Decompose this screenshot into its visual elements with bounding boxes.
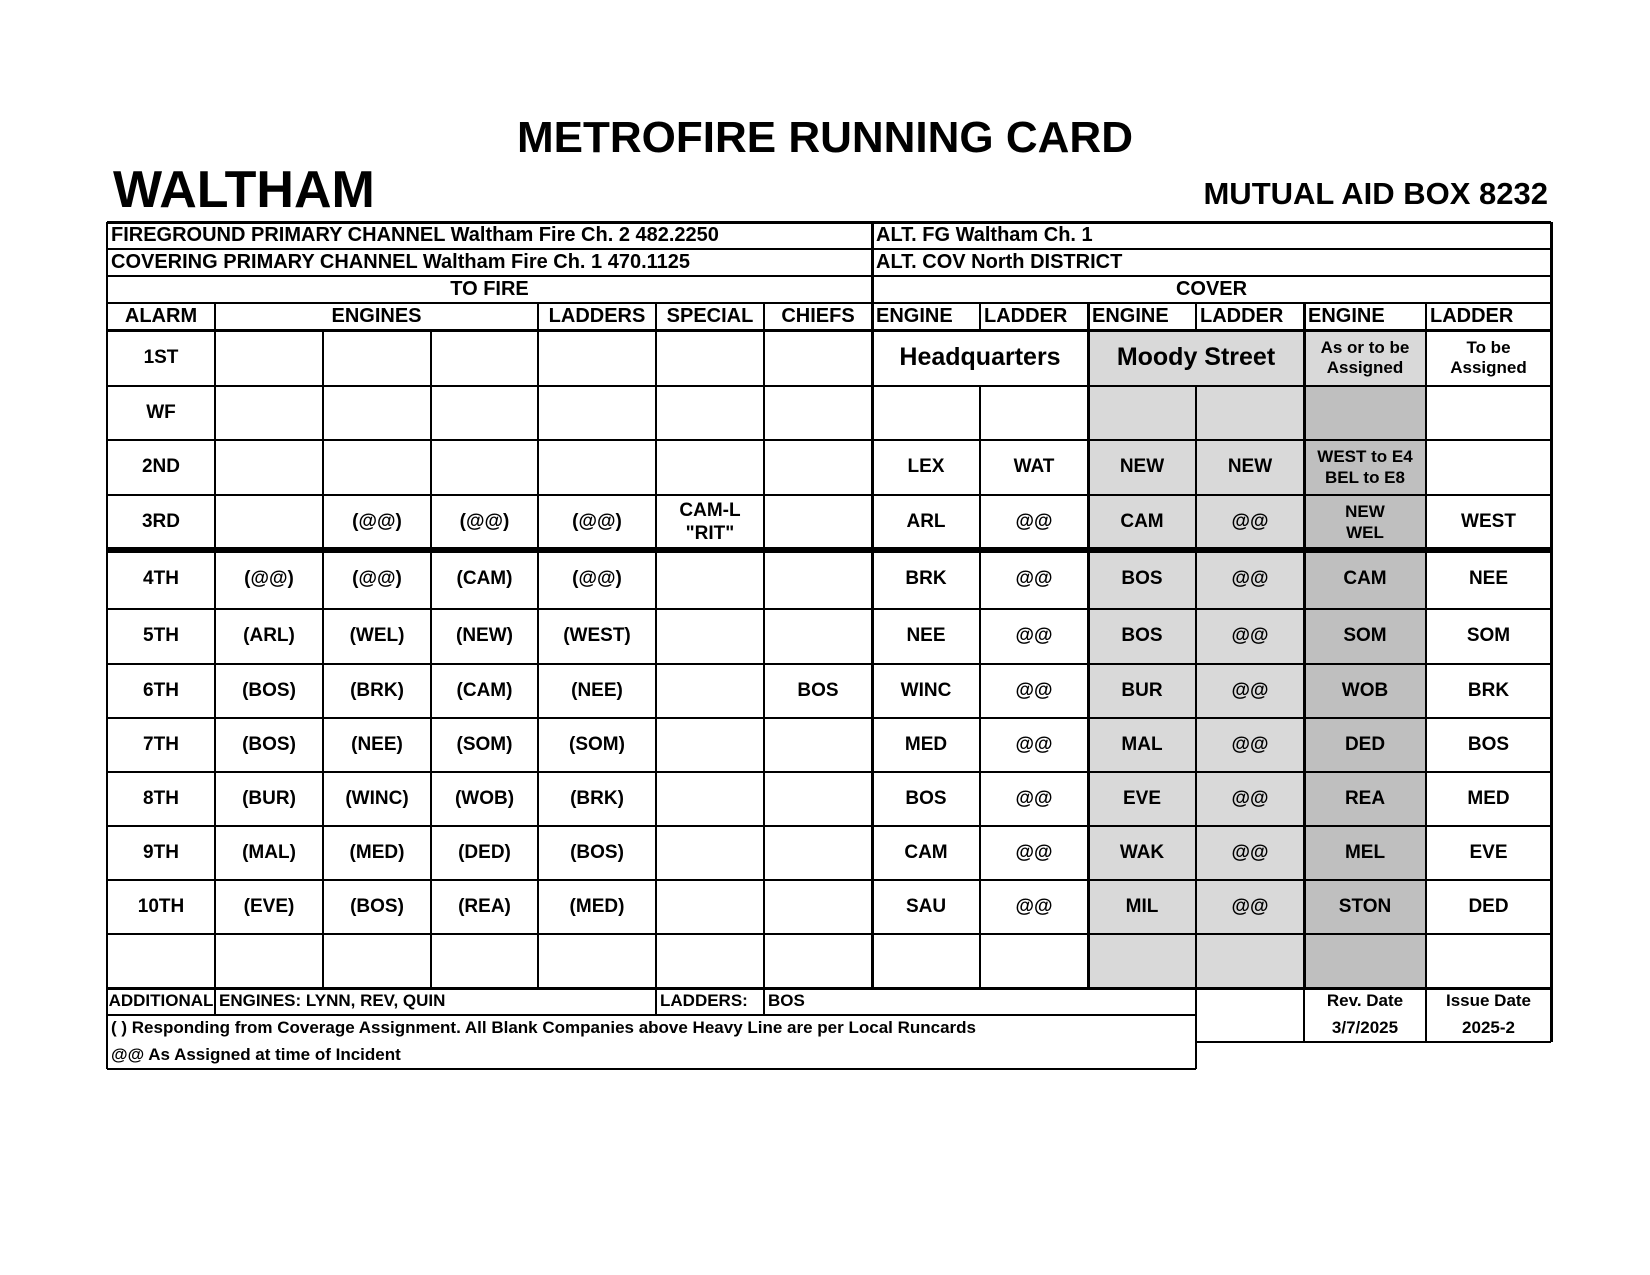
table-cell: (BOS)	[242, 679, 296, 701]
additional-ladders-label: LADDERS:	[660, 991, 748, 1011]
table-cell: CAM	[1343, 568, 1387, 590]
table-cell	[1088, 386, 1196, 440]
grid-line	[106, 222, 108, 1069]
table-cell: (WEST)	[563, 625, 631, 647]
additional-engines: ENGINES: LYNN, REV, QUIN	[219, 991, 446, 1011]
table-cell: WAK	[1119, 841, 1165, 863]
table-cell: REA	[1344, 787, 1386, 809]
to-fire-header: TO FIRE	[450, 277, 529, 300]
table-cell: @@	[1015, 679, 1053, 701]
alarm-label: 6TH	[143, 679, 179, 701]
table-cell	[215, 495, 323, 550]
table-cell: NEE	[1468, 568, 1509, 590]
table-cell: @@	[1015, 625, 1053, 647]
grid-line	[107, 221, 1551, 224]
grid-line	[107, 275, 1551, 277]
alarm-label: 9TH	[143, 841, 179, 863]
table-cell: (BUR)	[242, 787, 296, 809]
alarm-label: 1ST	[143, 346, 179, 368]
alarm-label: 2ND	[141, 456, 180, 478]
table-cell: (REA)	[458, 895, 511, 917]
alarm-label: 4TH	[143, 568, 179, 590]
grid-line	[214, 303, 216, 988]
table-cell: CAM	[1120, 511, 1164, 533]
cover-column-header: ENGINE	[876, 304, 953, 327]
table-cell	[656, 440, 764, 495]
table-cell: BOS	[1121, 625, 1163, 647]
alarm-label: 5TH	[143, 625, 179, 647]
table-cell: BRK	[1467, 679, 1510, 701]
issue-date-value: 2025-2	[1462, 1018, 1515, 1038]
additional-label: ADDITIONAL	[108, 991, 214, 1011]
grid-line	[655, 988, 657, 1015]
grid-line	[1303, 303, 1306, 988]
table-cell: @@	[1015, 511, 1053, 533]
rev-date-value: 3/7/2025	[1331, 1018, 1399, 1038]
grid-line	[107, 1068, 1196, 1070]
table-cell: (BOS)	[570, 841, 624, 863]
table-cell: @@	[1231, 568, 1269, 590]
table-cell: (@@)	[352, 511, 402, 533]
page-title: METROFIRE RUNNING CARD	[517, 113, 1133, 162]
grid-line	[655, 303, 657, 988]
table-cell: (NEW)	[456, 625, 513, 647]
note-responding-from-coverage: ( ) Responding from Coverage Assignment. All Blank Companies above Heavy Line are per Local Runcards	[111, 1018, 977, 1038]
table-cell: @@	[1015, 895, 1053, 917]
table-cell: (BOS)	[242, 733, 296, 755]
table-cell: @@	[1231, 511, 1269, 533]
table-cell	[872, 386, 980, 440]
fireground-primary-channel: FIREGROUND PRIMARY CHANNEL Waltham Fire Ch. 2 482.2250	[111, 223, 719, 246]
alarm-label: 10TH	[137, 895, 185, 917]
alarm-column-header: ALARM	[124, 304, 198, 327]
table-cell	[431, 440, 538, 495]
table-cell	[764, 550, 872, 609]
table-cell: @@	[1231, 787, 1269, 809]
table-cell: CAM	[904, 841, 948, 863]
table-cell: (WINC)	[345, 787, 409, 809]
table-cell	[656, 772, 764, 826]
table-cell: (BRK)	[350, 679, 404, 701]
table-cell	[323, 440, 431, 495]
table-cell: (WEL)	[349, 625, 405, 647]
table-cell	[764, 772, 872, 826]
table-cell	[764, 495, 872, 550]
rev-date-label: Rev. Date	[1326, 991, 1404, 1011]
table-cell: @@	[1231, 625, 1269, 647]
table-cell	[431, 386, 538, 440]
table-cell: MAL	[1121, 733, 1163, 755]
table-cell: @@	[1231, 679, 1269, 701]
table-cell	[764, 826, 872, 880]
table-cell: BOS	[797, 679, 839, 701]
table-cell	[1196, 386, 1304, 440]
table-cell	[1426, 440, 1551, 495]
table-cell: @@	[1231, 895, 1269, 917]
additional-ladders: BOS	[768, 991, 805, 1011]
mutual-aid-box-label: MUTUAL AID BOX 8232	[1203, 176, 1548, 211]
grid-line	[107, 302, 1551, 304]
table-cell: (BOS)	[350, 895, 404, 917]
table-cell: WAT	[1013, 456, 1055, 478]
table-cell	[764, 880, 872, 934]
cover-column-header: ENGINE	[1092, 304, 1169, 327]
table-cell: CAM-L "RIT"	[679, 500, 741, 544]
table-cell: WEST to E4 BEL to E8	[1317, 447, 1413, 487]
cover-column-header: LADDER	[984, 304, 1068, 327]
table-cell: ARL	[906, 511, 946, 533]
table-cell: @@	[1015, 841, 1053, 863]
table-cell	[538, 440, 656, 495]
table-cell: BOS	[1467, 733, 1510, 755]
table-cell: MIL	[1125, 895, 1159, 917]
table-cell: BOS	[1121, 568, 1163, 590]
grid-line	[1303, 988, 1305, 1042]
table-cell	[656, 718, 764, 772]
issue-date-label: Issue Date	[1445, 991, 1532, 1011]
table-cell	[1426, 386, 1551, 440]
table-cell: WEST	[1461, 511, 1516, 533]
table-cell: BOS	[905, 787, 947, 809]
grid-line	[322, 330, 324, 988]
table-cell: EVE	[1469, 841, 1508, 863]
table-cell	[215, 386, 323, 440]
table-cell: NEW	[1119, 456, 1165, 478]
table-cell	[764, 609, 872, 664]
table-cell: MEL	[1344, 841, 1386, 863]
table-cell	[656, 609, 764, 664]
table-cell: (MED)	[569, 895, 625, 917]
alarm-label: 3RD	[141, 511, 180, 533]
table-cell: @@	[1231, 733, 1269, 755]
cover-station-headquarters: Headquarters	[899, 343, 1061, 372]
table-cell: (CAM)	[456, 679, 513, 701]
table-cell: SAU	[905, 895, 947, 917]
table-cell: (EVE)	[243, 895, 295, 917]
table-cell: WINC	[900, 679, 952, 701]
grid-line	[1425, 303, 1427, 988]
table-cell: NEE	[906, 625, 946, 647]
table-cell	[1304, 386, 1426, 440]
table-cell: (MED)	[349, 841, 405, 863]
ladders-column-header: LADDERS	[548, 304, 646, 327]
grid-line	[763, 303, 765, 988]
table-cell: (WOB)	[454, 787, 515, 809]
table-cell: @@	[1231, 841, 1269, 863]
alarm-label: 8TH	[143, 787, 179, 809]
table-cell: DED	[1344, 733, 1386, 755]
alt-fireground-channel: ALT. FG Waltham Ch. 1	[876, 223, 1093, 246]
cover-station-moody-street: Moody Street	[1116, 343, 1276, 372]
table-cell: LEX	[907, 456, 945, 478]
table-cell: MED	[1467, 787, 1510, 809]
grid-line	[763, 988, 765, 1015]
table-cell: (@@)	[572, 511, 622, 533]
table-cell: (@@)	[352, 568, 402, 590]
chiefs-column-header: CHIEFS	[781, 304, 855, 327]
grid-line	[1425, 988, 1427, 1042]
table-cell	[323, 386, 431, 440]
table-cell: BRK	[905, 568, 947, 590]
grid-line	[1550, 222, 1553, 1042]
cover-column-header: LADDER	[1430, 304, 1514, 327]
table-cell	[656, 880, 764, 934]
table-cell	[764, 718, 872, 772]
table-cell: (NEE)	[571, 679, 623, 701]
alarm-label: 7TH	[143, 733, 179, 755]
table-cell: EVE	[1122, 787, 1162, 809]
table-cell: (@@)	[459, 511, 510, 533]
table-cell: (@@)	[244, 568, 294, 590]
table-cell: (SOM)	[456, 733, 513, 755]
grid-line	[537, 303, 539, 988]
table-cell: SOM	[1466, 625, 1511, 647]
table-cell: STON	[1338, 895, 1392, 917]
table-cell	[538, 386, 656, 440]
table-cell: @@	[1015, 787, 1053, 809]
table-cell	[656, 550, 764, 609]
table-cell: (CAM)	[456, 568, 513, 590]
note-as-assigned: @@ As Assigned at time of Incident	[111, 1045, 401, 1065]
table-cell: DED	[1468, 895, 1509, 917]
table-cell: @@	[1015, 733, 1053, 755]
cover-header: COVER	[1175, 277, 1248, 300]
table-cell: NEW	[1227, 456, 1273, 478]
cover-ladder-assigned: To be Assigned	[1450, 337, 1527, 377]
table-cell	[764, 440, 872, 495]
grid-line	[430, 330, 432, 988]
table-cell: (ARL)	[243, 625, 295, 647]
table-cell	[764, 386, 872, 440]
table-cell: (DED)	[458, 841, 511, 863]
grid-line	[1196, 1041, 1551, 1043]
grid-line	[1087, 303, 1090, 988]
table-cell: (NEE)	[351, 733, 403, 755]
table-cell: NEW WEL	[1345, 502, 1385, 542]
grid-line	[1195, 303, 1197, 988]
table-cell	[656, 386, 764, 440]
alt-cover-channel: ALT. COV North DISTRICT	[876, 250, 1123, 273]
grid-line	[214, 988, 216, 1015]
alarm-label: WF	[146, 401, 176, 423]
grid-line	[107, 1014, 1196, 1016]
engines-column-header: ENGINES	[331, 304, 422, 327]
table-cell: (@@)	[572, 568, 622, 590]
grid-line	[1195, 988, 1197, 1069]
special-column-header: SPECIAL	[666, 304, 754, 327]
grid-line	[979, 303, 981, 988]
table-cell	[656, 826, 764, 880]
table-cell: MED	[904, 733, 948, 755]
town-name: WALTHAM	[113, 161, 375, 219]
table-cell: (MAL)	[242, 841, 296, 863]
table-cell: SOM	[1343, 625, 1387, 647]
table-cell	[215, 440, 323, 495]
cover-column-header: LADDER	[1200, 304, 1284, 327]
table-cell: BUR	[1121, 679, 1163, 701]
table-cell: @@	[1015, 568, 1053, 590]
table-cell: WOB	[1341, 679, 1389, 701]
table-cell: (SOM)	[569, 733, 625, 755]
covering-primary-channel: COVERING PRIMARY CHANNEL Waltham Fire Ch. 1 470.1125	[111, 250, 691, 273]
grid-line	[107, 248, 1551, 250]
cover-engine-assigned: As or to be Assigned	[1320, 337, 1410, 377]
table-cell: (BRK)	[570, 787, 624, 809]
cover-column-header: ENGINE	[1308, 304, 1385, 327]
table-cell	[980, 386, 1088, 440]
table-cell	[656, 664, 764, 718]
